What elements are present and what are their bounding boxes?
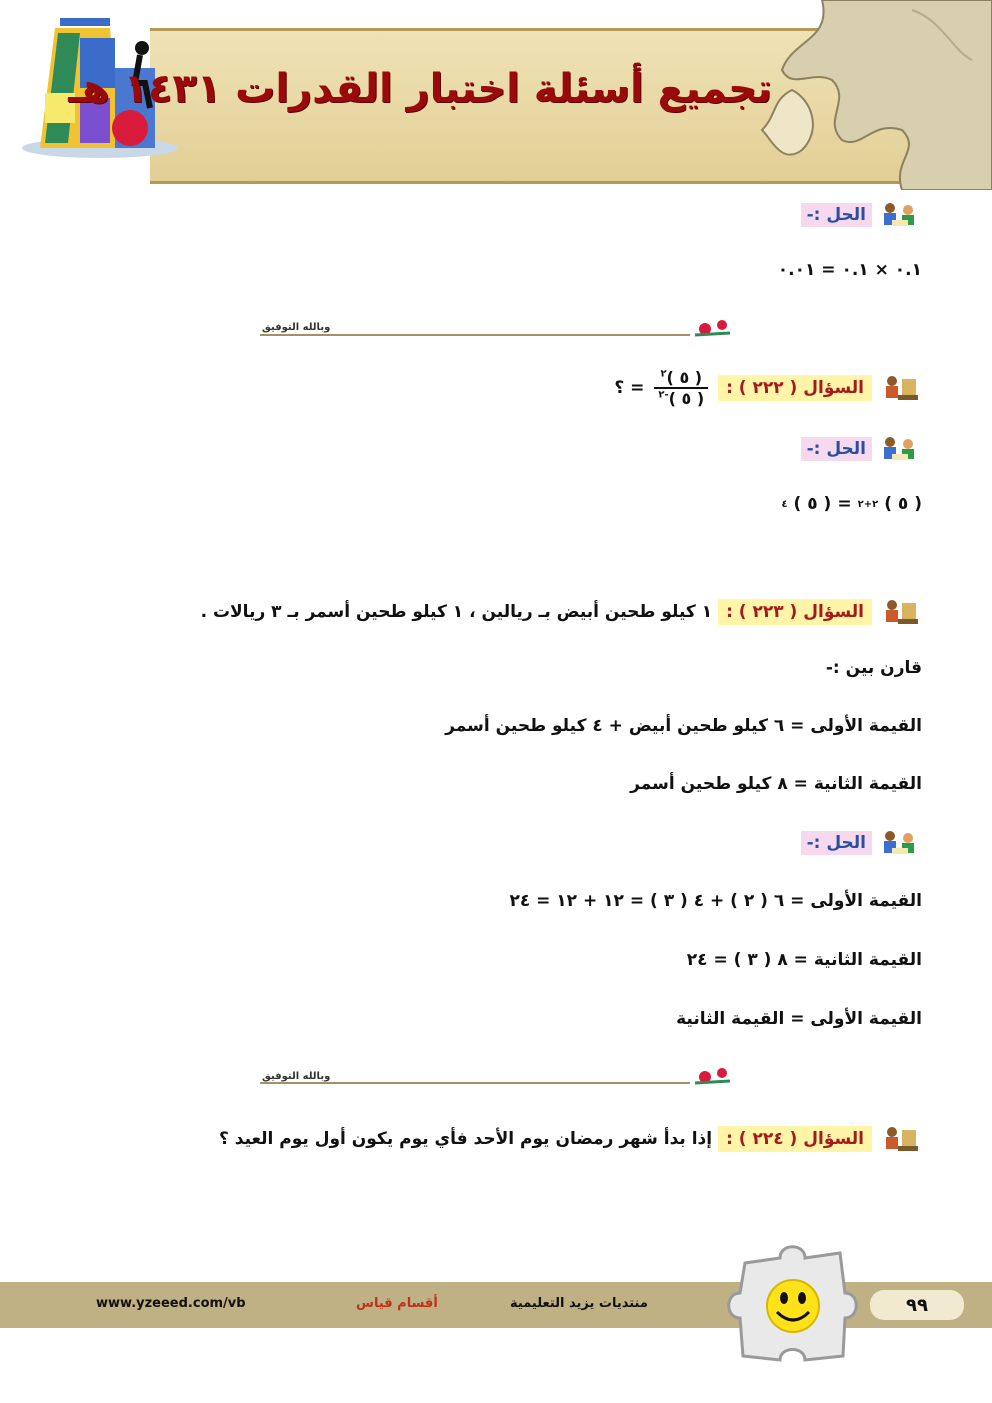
answer-heading-223 [801, 828, 922, 858]
answer-label: الحل :- [801, 831, 872, 855]
question-text: ١ كيلو طحين أبيض بـ ريالين ، ١ كيلو طحين أسمر بـ ٣ ريالات . [200, 602, 713, 622]
separator-flower-icon [260, 315, 740, 345]
kids-reading-icon [878, 1124, 922, 1154]
answer-heading-1 [801, 200, 922, 230]
page-header [0, 0, 992, 190]
footer-forum: منتديات يزيد التعليمية [510, 1296, 648, 1311]
numerator: ( ٥ ) [666, 368, 703, 387]
value-one: القيمة الأولى = ٦ كيلو طحين أبيض + ٤ كيلو طحين أسمر [445, 716, 922, 736]
answer-222 [781, 494, 922, 514]
numerator-exponent: ٢ [660, 368, 667, 380]
smiley-puzzle-icon [725, 1238, 860, 1368]
separator-text: وبالله التوفيق [262, 322, 331, 333]
footer-section: أقسام قياس [356, 1296, 438, 1311]
compare-heading: قارن بين :- [825, 658, 922, 678]
question-label: السؤال ( ٢٢٤ ) : [718, 1126, 872, 1152]
question-222 [614, 368, 922, 408]
solution-line: القيمة الثانية = ٨ ( ٣ ) = ٢٤ [686, 950, 922, 970]
fraction [654, 368, 708, 408]
solution-line: القيمة الأولى = ٦ ( ٢ ) + ٤ ( ٣ ) = ١٢ + ١٢ = ٢٤ [509, 891, 922, 911]
answer-base: ( ٥ ) [884, 494, 922, 514]
equals-sign: = [837, 494, 852, 514]
solution-line: القيمة الأولى = القيمة الثانية [676, 1009, 922, 1029]
question-label: السؤال ( ٢٢٣ ) : [718, 599, 872, 625]
page-number: ٩٩ [870, 1290, 964, 1320]
puzzle-pieces-icon [752, 0, 992, 190]
answer-exponent: ٢+٢ [857, 498, 879, 510]
question-text: إذا بدأ شهر رمضان يوم الأحد فأي يوم يكون أول يوم العيد ؟ [219, 1129, 713, 1149]
question-tail: = ؟ [614, 378, 645, 398]
kids-reading-icon [878, 373, 922, 403]
kids-reading-icon [878, 434, 922, 464]
kids-reading-icon [878, 828, 922, 858]
question-224 [219, 1124, 922, 1154]
denominator-exponent: -٢ [658, 389, 669, 401]
equation-line: ٠.١ × ٠.١ = ٠.٠١ [777, 260, 922, 280]
answer-result-base: ( ٥ ) [793, 494, 832, 514]
denominator: ( ٥ ) [668, 389, 705, 408]
value-two: القيمة الثانية = ٨ كيلو طحين أسمر [630, 774, 922, 794]
answer-result-exponent: ٤ [781, 498, 788, 510]
question-label: السؤال ( ٢٢٢ ) : [718, 375, 872, 401]
footer-url[interactable]: www.yzeeed.com/vb [96, 1296, 246, 1311]
separator-flower-icon [260, 1063, 740, 1093]
question-223 [201, 597, 922, 627]
kids-reading-icon [878, 200, 922, 230]
answer-label: الحل :- [801, 203, 872, 227]
answer-label: الحل :- [801, 437, 872, 461]
page-title: تجميع أسئلة اختبار القدرات ١٤٣١ هـ [68, 66, 772, 112]
separator-text: وبالله التوفيق [262, 1071, 331, 1082]
answer-heading-222 [801, 434, 922, 464]
kids-reading-icon [878, 597, 922, 627]
